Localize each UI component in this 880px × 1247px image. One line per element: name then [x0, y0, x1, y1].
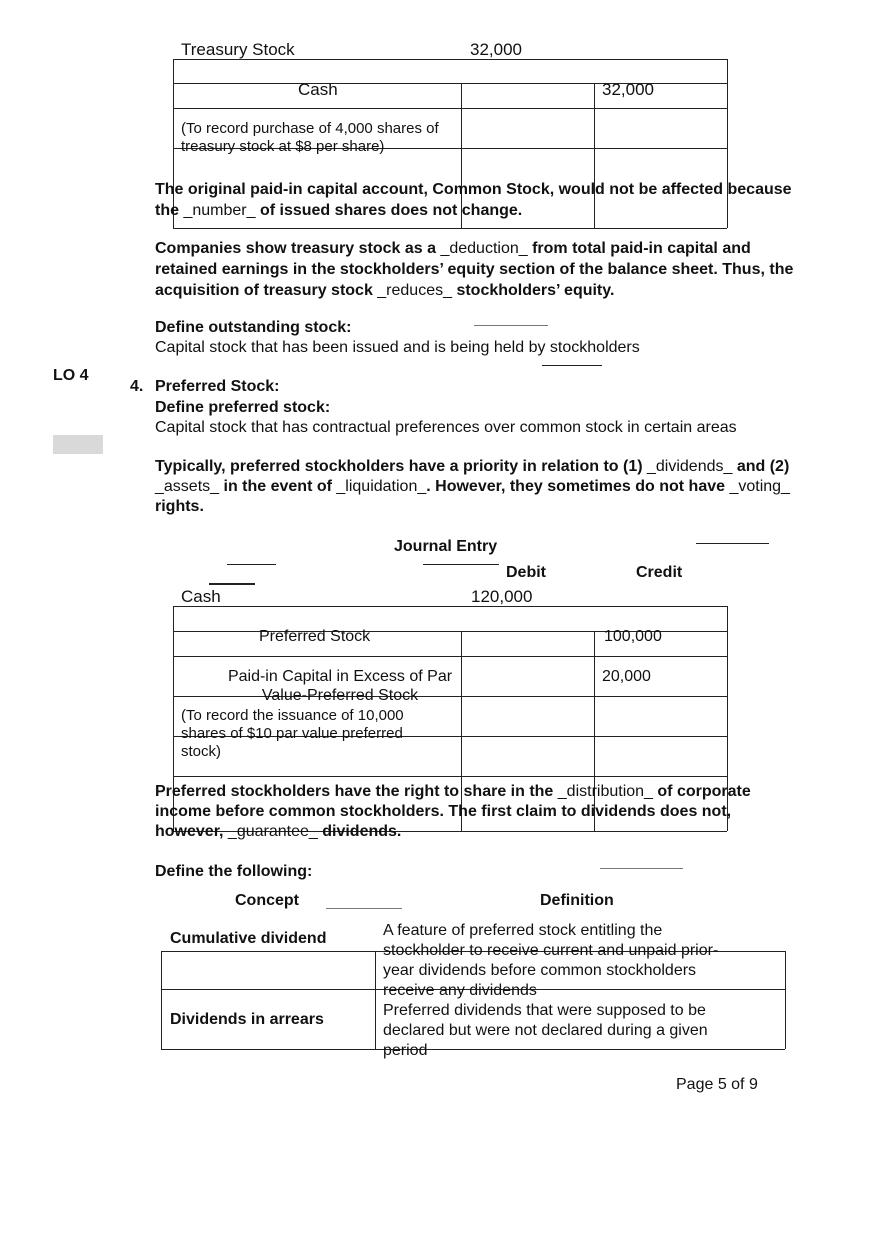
treasury-credit-account: Cash	[298, 80, 338, 99]
journal-title: Journal Entry	[394, 538, 498, 555]
treasury-credit-amount: 32,000	[602, 80, 654, 99]
treasury-debit-amount: 32,000	[470, 40, 522, 59]
outstanding-definition: Capital stock that has been issued and is being held by stockholders	[155, 339, 640, 356]
define-following-heading: Define the following:	[155, 863, 313, 880]
debit-header: Debit	[506, 564, 546, 581]
list-item: A feature of preferred stock entitling the stockholder to receive current and unpaid prior-year dividends before common stockholders receive any dividends	[383, 922, 719, 999]
outstanding-heading: Define outstanding stock:	[155, 319, 352, 336]
paragraph-show-treasury: Companies show treasury stock as a _deduction_ from total paid-in capital and retained earnings in the stockholders’ equity section of the balance sheet. Thus, the acquisition of treasury stock _reduces_ stockholders’ equity.	[155, 240, 794, 299]
preferred-heading: Preferred Stock:	[155, 378, 280, 395]
paragraph-original-paid-in: The original paid-in capital account, Common Stock, would not be affected because the _number_ of issued shares does not change.	[155, 181, 792, 219]
preferred-definition: Capital stock that has contractual preferences over common stock in certain areas	[155, 419, 737, 436]
page-number: Page 5 of 9	[676, 1076, 758, 1093]
section-number: 4.	[130, 378, 144, 395]
journal-credit2-account: Paid-in Capital in Excess of Par Value-Preferred Stock	[227, 668, 453, 704]
list-item: Preferred dividends that were supposed to be declared but were not declared during a given period	[383, 1002, 708, 1059]
table-row: Cumulative dividend	[170, 930, 327, 947]
journal-credit1-account: Preferred Stock	[259, 628, 371, 645]
paragraph-priority: Typically, preferred stockholders have a priority in relation to (1) _dividends_ and (2) _assets_ in the event of _liquidation_. However, they sometimes do not have _voting_ rights.	[155, 458, 790, 515]
treasury-memo: (To record purchase of 4,000 shares of treasury stock at $8 per share)	[181, 120, 439, 155]
journal-debit-account: Cash	[181, 587, 221, 606]
lo-label: LO 4	[53, 367, 89, 384]
journal-memo: (To record the issuance of 10,000 shares of $10 par value preferred stock)	[181, 707, 404, 760]
paragraph-share: Preferred stockholders have the right to share in the _distribution_ of corporate income before common stockholders. The first claim to dividends does not, however, _guarantee_ dividends.	[155, 783, 751, 840]
journal-debit-amount: 120,000	[471, 587, 533, 606]
treasury-debit-account: Treasury Stock	[181, 40, 295, 59]
definition-header: Definition	[540, 892, 614, 909]
gray-marker	[53, 435, 103, 454]
table-row: Dividends in arrears	[170, 1011, 324, 1028]
journal-credit2-amount: 20,000	[602, 668, 651, 685]
credit-header: Credit	[636, 564, 683, 581]
journal-credit1-amount: 100,000	[604, 628, 662, 645]
preferred-define-heading: Define preferred stock:	[155, 399, 331, 416]
concept-header: Concept	[235, 892, 299, 909]
